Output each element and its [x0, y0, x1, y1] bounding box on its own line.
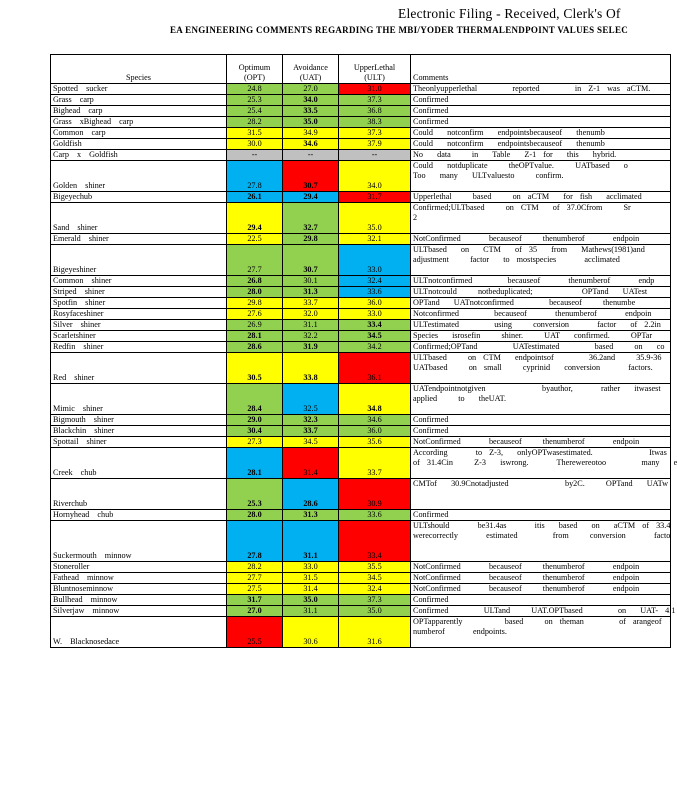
- thermal-endpoint-table-container: [50, 54, 677, 730]
- species-cell: Blackchin shiner: [51, 426, 227, 437]
- uat-value-cell: 31.5: [283, 573, 339, 584]
- comment-cell: Confirmed: [411, 415, 671, 426]
- species-cell: Redfin shiner: [51, 342, 227, 353]
- uat-value-cell: 30.7: [283, 245, 339, 276]
- species-cell: Red shiner: [51, 353, 227, 384]
- uat-column-header: [283, 55, 339, 84]
- comment-cell: NotConfirmed becauseof thenumberof endpoin: [411, 234, 671, 245]
- ult-value-cell: 36.1: [339, 353, 411, 384]
- opt-column-header: [227, 55, 283, 84]
- uat-value-cell: 33.5: [283, 106, 339, 117]
- opt-value-cell: 27.3: [227, 437, 283, 448]
- species-cell: Striped shiner: [51, 287, 227, 298]
- ult-value-cell: 35.5: [339, 562, 411, 573]
- ult-value-cell: 33.4: [339, 521, 411, 562]
- opt-value-cell: 28.0: [227, 510, 283, 521]
- table-row: [51, 161, 671, 192]
- table-row: [51, 117, 671, 128]
- species-cell: Silver shiner: [51, 320, 227, 331]
- comment-cell: ULTestimated using conversion factor of 2.2in: [411, 320, 671, 331]
- comment-cell: ULTbased on CTM endpointsof 36.2and 35.9-36 UATbased on small cyprinid conversion factors.: [411, 353, 671, 384]
- ult-value-cell: --: [339, 150, 411, 161]
- species-cell: Goldfish: [51, 139, 227, 150]
- comment-cell: Species isrosefin shiner. UAT confirmed. OPTar: [411, 331, 671, 342]
- table-row: [51, 150, 671, 161]
- uat-value-cell: 34.9: [283, 128, 339, 139]
- comment-cell: UATendpointnotgiven byauthor, rather itwasest applied to theUAT.: [411, 384, 671, 415]
- table-row: [51, 234, 671, 245]
- opt-value-cell: 26.8: [227, 276, 283, 287]
- species-cell: Creek chub: [51, 448, 227, 479]
- opt-value-cell: 27.6: [227, 309, 283, 320]
- opt-value-cell: 27.8: [227, 521, 283, 562]
- opt-value-cell: 22.5: [227, 234, 283, 245]
- species-cell: Riverchub: [51, 479, 227, 510]
- species-cell: W. Blacknosedace: [51, 617, 227, 648]
- comment-cell: OPTapparently based on theman of arangeof numberof endpoints.: [411, 617, 671, 648]
- ult-value-cell: 32.4: [339, 276, 411, 287]
- comment-cell: No data in Table Z-1 for this hybrid.: [411, 150, 671, 161]
- thermal-endpoint-table: [50, 54, 677, 648]
- uat-value-cell: 32.7: [283, 203, 339, 234]
- uat-value-cell: --: [283, 150, 339, 161]
- ult-value-cell: 32.4: [339, 584, 411, 595]
- species-column-header: Species: [51, 55, 227, 84]
- table-body: [51, 84, 677, 648]
- table-row: [51, 203, 671, 234]
- opt-value-cell: 28.0: [227, 287, 283, 298]
- table-row: [51, 426, 671, 437]
- uat-header-line2: (UAT): [299, 73, 322, 82]
- ult-header-line1: UpperLethal: [353, 63, 396, 72]
- opt-value-cell: 24.8: [227, 84, 283, 95]
- opt-value-cell: 26.1: [227, 192, 283, 203]
- opt-value-cell: 28.1: [227, 448, 283, 479]
- opt-value-cell: 27.8: [227, 161, 283, 192]
- uat-value-cell: 31.1: [283, 521, 339, 562]
- table-row: [51, 562, 671, 573]
- comment-cell: Confirmed: [411, 510, 671, 521]
- species-cell: Grass carp: [51, 95, 227, 106]
- table-row: [51, 510, 671, 521]
- opt-value-cell: 27.5: [227, 584, 283, 595]
- opt-value-cell: 25.3: [227, 95, 283, 106]
- comments-column-header: Comments: [411, 55, 671, 84]
- table-row: [51, 298, 671, 309]
- ult-value-cell: 33.0: [339, 309, 411, 320]
- species-cell: Bigeyechub: [51, 192, 227, 203]
- table-row: [51, 384, 671, 415]
- species-cell: Emerald shiner: [51, 234, 227, 245]
- table-row: [51, 606, 671, 617]
- species-cell: Spotfin shiner: [51, 298, 227, 309]
- opt-value-cell: 28.2: [227, 117, 283, 128]
- table-row: [51, 595, 671, 606]
- table-row: [51, 415, 671, 426]
- species-cell: Fathead minnow: [51, 573, 227, 584]
- species-cell: Scarletshiner: [51, 331, 227, 342]
- ult-header-line2: (ULT): [364, 73, 385, 82]
- comment-cell: Notconfirmed becauseof thenumberof endpoin: [411, 309, 671, 320]
- table-row: [51, 437, 671, 448]
- comment-cell: ULTbased on CTM of 35 from Mathews(1981)and adjustment factor to mostspecies acclimated: [411, 245, 671, 276]
- species-cell: Stoneroller: [51, 562, 227, 573]
- uat-value-cell: 28.6: [283, 479, 339, 510]
- ult-value-cell: 31.7: [339, 192, 411, 203]
- comment-cell: Upperlethal based on aCTM for fish acclimated: [411, 192, 671, 203]
- opt-header-line1: Optimum: [238, 63, 271, 72]
- comment-cell: NotConfirmed becauseof thenumberof endpoin: [411, 437, 671, 448]
- opt-header-line2: (OPT): [244, 73, 265, 82]
- species-cell: Hornyhead chub: [51, 510, 227, 521]
- uat-value-cell: 30.1: [283, 276, 339, 287]
- table-row: [51, 192, 671, 203]
- ult-value-cell: 33.7: [339, 448, 411, 479]
- uat-value-cell: 29.8: [283, 234, 339, 245]
- opt-value-cell: 30.0: [227, 139, 283, 150]
- species-cell: Bullhead minnow: [51, 595, 227, 606]
- species-cell: Spottail shiner: [51, 437, 227, 448]
- table-row: [51, 276, 671, 287]
- table-row: [51, 320, 671, 331]
- opt-value-cell: 30.5: [227, 353, 283, 384]
- opt-value-cell: 29.4: [227, 203, 283, 234]
- opt-value-cell: 25.3: [227, 479, 283, 510]
- opt-value-cell: 30.4: [227, 426, 283, 437]
- comment-cell: Confirmed;OPTand UATestimated based on co: [411, 342, 671, 353]
- ult-value-cell: 33.6: [339, 510, 411, 521]
- ult-value-cell: 37.3: [339, 595, 411, 606]
- comment-cell: NotConfirmed becauseof thenumberof endpoin: [411, 562, 671, 573]
- species-cell: Bluntnoseminnow: [51, 584, 227, 595]
- comment-cell: Confirmed ULTand UAT.OPTbased on UAT- 4.1: [411, 606, 671, 617]
- ult-value-cell: 35.0: [339, 606, 411, 617]
- uat-value-cell: 33.8: [283, 353, 339, 384]
- table-row: [51, 342, 671, 353]
- species-cell: Common carp: [51, 128, 227, 139]
- comment-cell: Could notduplicate theOPTvalue. UATbased o Too many ULTvaluesto confirm.: [411, 161, 671, 192]
- ult-column-header: [339, 55, 411, 84]
- ult-value-cell: 32.1: [339, 234, 411, 245]
- opt-value-cell: 31.7: [227, 595, 283, 606]
- ult-value-cell: 34.6: [339, 415, 411, 426]
- species-cell: Bigmouth shiner: [51, 415, 227, 426]
- comment-cell: Theonlyupperlethal reported in Z-1 was aCTM.: [411, 84, 671, 95]
- ult-value-cell: 34.8: [339, 384, 411, 415]
- species-cell: Rosyfaceshiner: [51, 309, 227, 320]
- uat-value-cell: 35.0: [283, 117, 339, 128]
- ult-value-cell: 33.4: [339, 320, 411, 331]
- table-row: [51, 287, 671, 298]
- comment-cell: Confirmed: [411, 95, 671, 106]
- table-row: [51, 573, 671, 584]
- ult-value-cell: 35.6: [339, 437, 411, 448]
- opt-value-cell: 28.4: [227, 384, 283, 415]
- opt-value-cell: 27.7: [227, 573, 283, 584]
- table-row: [51, 106, 671, 117]
- comment-cell: ULTnotcould notbeduplicated; OPTand UATest: [411, 287, 671, 298]
- table-row: [51, 309, 671, 320]
- comment-cell: Confirmed: [411, 595, 671, 606]
- ult-value-cell: 33.6: [339, 287, 411, 298]
- species-cell: Bighead carp: [51, 106, 227, 117]
- opt-value-cell: 27.0: [227, 606, 283, 617]
- ult-value-cell: 31.6: [339, 617, 411, 648]
- ult-value-cell: 38.3: [339, 117, 411, 128]
- ult-value-cell: 34.0: [339, 161, 411, 192]
- uat-value-cell: 31.3: [283, 287, 339, 298]
- uat-value-cell: 31.1: [283, 606, 339, 617]
- table-row: [51, 128, 671, 139]
- uat-value-cell: 32.5: [283, 384, 339, 415]
- uat-value-cell: 31.3: [283, 510, 339, 521]
- uat-value-cell: 27.0: [283, 84, 339, 95]
- species-cell: Silverjaw minnow: [51, 606, 227, 617]
- uat-value-cell: 31.1: [283, 320, 339, 331]
- opt-value-cell: 29.0: [227, 415, 283, 426]
- ult-value-cell: 36.0: [339, 298, 411, 309]
- opt-value-cell: --: [227, 150, 283, 161]
- comment-cell: According to Z-3, onlyOPTwasestimated. Itwas of 31.4Cin Z-3 iswrong. Therewereotoo many e: [411, 448, 671, 479]
- table-row: [51, 584, 671, 595]
- species-cell: Golden shiner: [51, 161, 227, 192]
- species-cell: Mimic shiner: [51, 384, 227, 415]
- ult-value-cell: 34.5: [339, 331, 411, 342]
- opt-value-cell: 29.8: [227, 298, 283, 309]
- table-row: [51, 95, 671, 106]
- table-row: [51, 139, 671, 150]
- ult-value-cell: 33.0: [339, 245, 411, 276]
- species-cell: Spotted sucker: [51, 84, 227, 95]
- ult-value-cell: 35.0: [339, 203, 411, 234]
- ult-value-cell: 37.3: [339, 128, 411, 139]
- ult-value-cell: 36.8: [339, 106, 411, 117]
- opt-value-cell: 25.4: [227, 106, 283, 117]
- table-row: [51, 479, 671, 510]
- ult-value-cell: 31.0: [339, 84, 411, 95]
- species-cell: Grass xBighead carp: [51, 117, 227, 128]
- opt-value-cell: 26.9: [227, 320, 283, 331]
- table-row: [51, 245, 671, 276]
- ult-value-cell: 37.9: [339, 139, 411, 150]
- uat-value-cell: 32.0: [283, 309, 339, 320]
- ult-value-cell: 30.9: [339, 479, 411, 510]
- uat-value-cell: 32.2: [283, 331, 339, 342]
- species-cell: Bigeyeshiner: [51, 245, 227, 276]
- table-row: [51, 84, 671, 95]
- opt-value-cell: 28.6: [227, 342, 283, 353]
- comment-cell: Could notconfirm endpointsbecauseof thenumb: [411, 139, 671, 150]
- table-row: [51, 448, 671, 479]
- species-cell: Common shiner: [51, 276, 227, 287]
- uat-value-cell: 34.0: [283, 95, 339, 106]
- uat-value-cell: 34.5: [283, 437, 339, 448]
- species-cell: Suckermouth minnow: [51, 521, 227, 562]
- table-row: [51, 617, 671, 648]
- uat-header-line1: Avoidance: [293, 63, 328, 72]
- uat-value-cell: 35.0: [283, 595, 339, 606]
- uat-value-cell: 29.4: [283, 192, 339, 203]
- uat-value-cell: 31.9: [283, 342, 339, 353]
- table-row: [51, 521, 671, 562]
- comment-cell: Confirmed: [411, 117, 671, 128]
- comment-cell: Could notconfirm endpointsbecauseof thenumb: [411, 128, 671, 139]
- table-row: [51, 331, 671, 342]
- electronic-filing-stamp: Electronic Filing - Received, Clerk's Of: [398, 6, 621, 21]
- opt-value-cell: 28.2: [227, 562, 283, 573]
- ult-value-cell: 36.0: [339, 426, 411, 437]
- comment-cell: CMTof 30.9Cnotadjusted by2C. OPTand UATw: [411, 479, 671, 510]
- species-cell: Sand shiner: [51, 203, 227, 234]
- opt-value-cell: 28.1: [227, 331, 283, 342]
- opt-value-cell: 27.7: [227, 245, 283, 276]
- uat-value-cell: 31.4: [283, 448, 339, 479]
- ult-value-cell: 34.5: [339, 573, 411, 584]
- uat-value-cell: 33.7: [283, 298, 339, 309]
- comment-cell: NotConfirmed becauseof thenumberof endpoin: [411, 584, 671, 595]
- opt-value-cell: 31.5: [227, 128, 283, 139]
- uat-value-cell: 30.7: [283, 161, 339, 192]
- uat-value-cell: 33.7: [283, 426, 339, 437]
- species-cell: Carp x Goldfish: [51, 150, 227, 161]
- comment-cell: ULTnotconfirmed becauseof thenumberof endp: [411, 276, 671, 287]
- uat-value-cell: 30.6: [283, 617, 339, 648]
- uat-value-cell: 31.4: [283, 584, 339, 595]
- comment-cell: Confirmed: [411, 426, 671, 437]
- table-header-row: [51, 55, 671, 84]
- table-row: [51, 353, 671, 384]
- comment-cell: NotConfirmed becauseof thenumberof endpoin: [411, 573, 671, 584]
- document-title: EA ENGINEERING COMMENTS REGARDING THE MBI/YODER THERMALENDPOINT VALUES SELEC: [170, 25, 629, 35]
- comment-cell: OPTand UATnotconfirmed becauseof thenumbe: [411, 298, 671, 309]
- uat-value-cell: 33.0: [283, 562, 339, 573]
- opt-value-cell: 25.5: [227, 617, 283, 648]
- comment-cell: ULTshould be31.4as itis based on aCTM of 33.4 werecorrectly estimated from conversion facto: [411, 521, 671, 562]
- comment-cell: Confirmed;ULTbased on CTM of 37.0Cfrom Sr 2: [411, 203, 671, 234]
- ult-value-cell: 34.2: [339, 342, 411, 353]
- uat-value-cell: 34.6: [283, 139, 339, 150]
- comment-cell: Confirmed: [411, 106, 671, 117]
- uat-value-cell: 32.3: [283, 415, 339, 426]
- ult-value-cell: 37.3: [339, 95, 411, 106]
